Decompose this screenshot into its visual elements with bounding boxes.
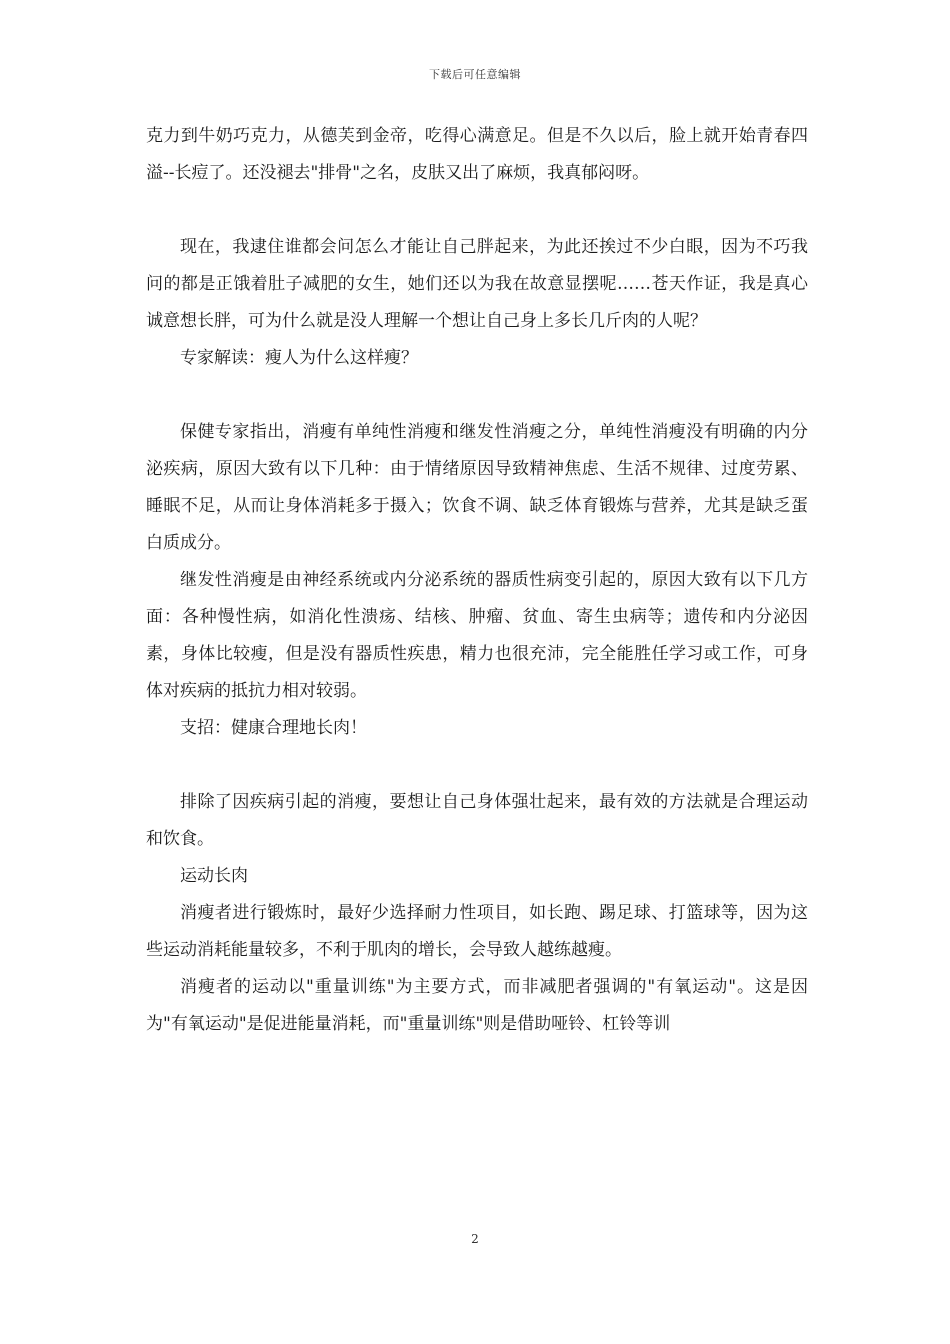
paragraph-asking-around: 现在，我逮住谁都会问怎么才能让自己胖起来，为此还挨过不少白眼，因为不巧我问的都是正饿着肚子减肥的女生，她们还以为我在故意显摆呢……苍天作证，我是真心诚意想长胖，可为什么就是没人理解一个想让自己身上多长几斤肉的人呢？: [146, 237, 808, 331]
section-heading-tips: 支招：健康合理地长肉！: [180, 718, 367, 738]
document-body: [146, 118, 808, 1043]
subheading-exercise: 运动长肉: [180, 866, 248, 886]
paragraph-weight-training: 消瘦者的运动以"重量训练"为主要方式，而非减肥者强调的"有氧运动"。这是因为"有氧运动"是促进能量消耗，而"重量训练"则是借助哑铃、杠铃等训: [146, 977, 808, 1034]
page-number: 2: [471, 1232, 479, 1246]
paragraph-simple-emaciation: 保健专家指出，消瘦有单纯性消瘦和继发性消瘦之分，单纯性消瘦没有明确的内分泌疾病，原因大致有以下几种：由于情绪原因导致精神焦虑、生活不规律、过度劳累、睡眠不足，从而让身体消耗多于摄入；饮食不调、缺乏体育锻炼与营养，尤其是缺乏蛋白质成分。: [146, 422, 808, 553]
paragraph-exercise-diet: 排除了因疾病引起的消瘦，要想让自己身体强壮起来，最有效的方法就是合理运动和饮食。: [146, 792, 808, 849]
paragraph-secondary-emaciation: 继发性消瘦是由神经系统或内分泌系统的器质性病变引起的，原因大致有以下几方面：各种慢性病，如消化性溃疡、结核、肿瘤、贫血、寄生虫病等；遗传和内分泌因素，身体比较瘦，但是没有器质性疾患，精力也很充沛，完全能胜任学习或工作，可身体对疾病的抵抗力相对较弱。: [146, 570, 808, 701]
paragraph-continuation: 克力到牛奶巧克力，从德芙到金帝，吃得心满意足。但是不久以后，脸上就开始青春四溢--长痘了。还没褪去"排骨"之名，皮肤又出了麻烦，我真郁闷呀。: [146, 126, 808, 183]
page-header: 下载后可任意编辑: [429, 68, 521, 81]
paragraph-endurance-sports: 消瘦者进行锻炼时，最好少选择耐力性项目，如长跑、踢足球、打篮球等，因为这些运动消耗能量较多，不利于肌肉的增长，会导致人越练越瘦。: [146, 903, 808, 960]
section-heading-expert: 专家解读：瘦人为什么这样瘦？: [180, 348, 418, 368]
